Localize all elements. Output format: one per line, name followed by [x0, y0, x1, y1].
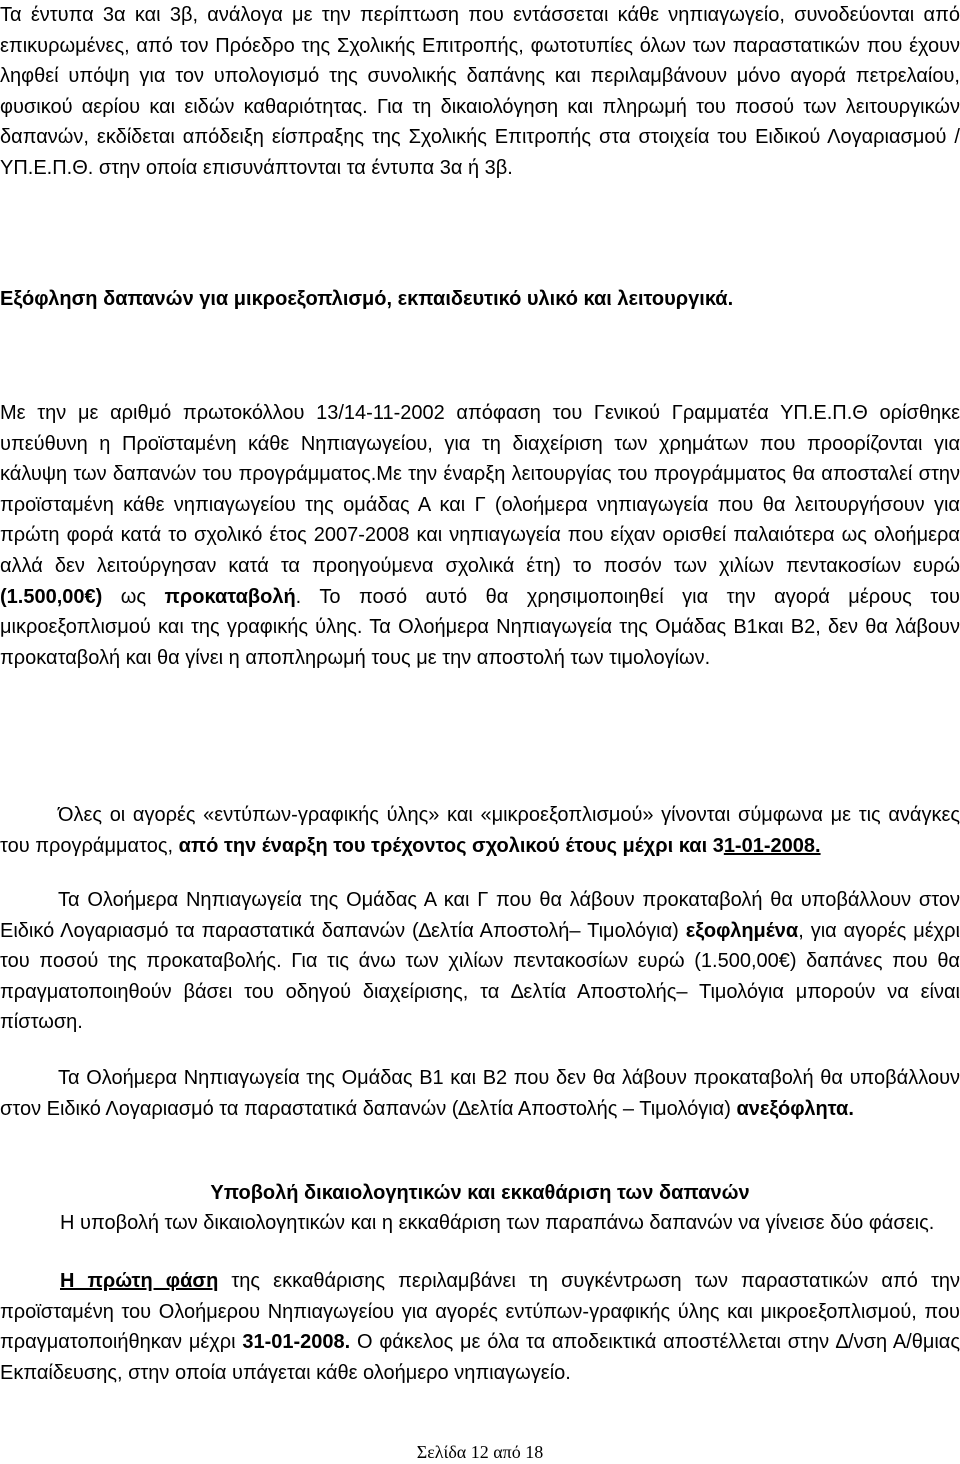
page-number-footer: Σελίδα 12 από 18 [416, 1442, 544, 1462]
text-run: Τα Ολοήμερα Νηπιαγωγεία της Ομάδας Β1 και Β2 που δεν θα λάβουν προκαταβολή θα υποβάλλουν στον Ειδικό Λογαριασμό τα παραστατικά δαπανών (∆ελτία Αποστολής – Τιμολόγια) [0, 1067, 960, 1120]
section-heading-submission: Υποβολή δικαιολογητικών και εκκαθάριση των δαπανών [210, 1182, 750, 1204]
paragraph-first-phase [0, 1266, 960, 1388]
paragraph-secretary-decision [0, 398, 960, 673]
paragraph-purchases [0, 800, 960, 861]
text-run: Ο φάκελος με όλα τα αποδεικτικά αποστέλλεται στην ∆/νση Α/θμιας Εκπαίδευσης, στην οποία υπάγεται κάθε ολοήμερο νηπιαγωγείο. [0, 1331, 960, 1384]
paragraph-groups-a-g [0, 885, 960, 1038]
text-run: Τα Ολοήμερα Νηπιαγωγεία της Ομάδας Α και Γ που θα λάβουν προκαταβολή θα υποβάλλουν στον Ειδικό Λογαριασμό τα παραστατικά δαπανών (∆ελτία Αποστολή– Τιμολόγια) [0, 889, 960, 942]
paragraph-two-phases [0, 1208, 960, 1239]
text-run: , για αγορές μέχρι του ποσού της προκαταβολής. Για τις άνω των χιλίων πεντακοσίων ευρώ (1.500,00€) δαπάνες που θα πραγματοποιηθούν βάσει του οδηγού διαχείρισης, τα ∆ελτία Αποστολής– Τιμολόγια μπορούν να είναι πίστωση. [0, 919, 960, 1034]
paragraph-forms-3a-3b: Τα έντυπα 3α και 3β, ανάλογα με την περίπτωση που εντάσσεται κάθε νηπιαγωγείο, συνοδεύονται από επικυρωμένες, από τον Πρόεδρο της Σχολικής Επιτροπής, φωτοτυπίες όλων των παραστατικών που έχουν ληφθεί υπόψη για τον υπολογισμό της συνολικής δαπάνης και περιλαμβάνουν μόνο αγορά πετρελαίου, φυσικού αερίου και ειδών καθαριότητας. Για τη δικαιολόγηση και πληρωμή του ποσού των λειτουργικών δαπανών, εκδίδεται απόδειξη είσπραξης της Σχολικής Επιτροπής στα στοιχεία του Ειδικού Λογαριασμού / ΥΠ.Ε.Π.Θ. στην οποία επισυνάπτονται τα έντυπα 3α ή 3β. [0, 4, 960, 179]
text-run: ως [102, 585, 165, 608]
date-underlined: 1-01-2008. [723, 834, 821, 857]
text-run: . Το ποσό αυτό θα χρησιμοποιηθεί για την αγορά μέρους του μικροεξοπλισμού και της γραφικής ύλης. Τα Ολοήμερα Νηπιαγωγεία της Ομάδας Β1και Β2, δεν θα λάβουν προκαταβολή και θα γίνει η αποπληρωμή τους με την αποστολή των τιμολογίων. [0, 585, 960, 669]
date-range-bold: από την έναρξη του τρέχοντος σχολικού έτους μέχρι και 3 [178, 834, 724, 857]
text-run: Η υποβολή των δικαιολογητικών και η εκκαθάριση των παραπάνω δαπανών να γίνεισε δύο φάσεις. [60, 1212, 935, 1234]
text-run: Όλες οι αγορές «εντύπων-γραφικής ύλης» και «μικροεξοπλισμού» γίνονται σύμφωνα με τις ανάγκες του προγράμματος, [0, 804, 960, 857]
amount-bold: (1.500,00€) [0, 585, 103, 608]
paid-bold: εξοφλημένα [685, 919, 799, 942]
deadline-bold: 31-01-2008. [242, 1331, 351, 1354]
text-run: Με την με αριθμό πρωτοκόλλου 13/14-11-2002 απόφαση του Γενικού Γραμματέα ΥΠ.Ε.Π.Θ ορίσθηκε υπεύθυνη η Προϊσταμένη κάθε Νηπιαγωγείου, για τη διαχείριση των χρημάτων που προορίζονται για κάλυψη των δαπανών του προγράμματος.Με την έναρξη λειτουργίας του προγράμματος θα αποσταλεί στην προϊσταμένη κάθε νηπιαγωγείου της ομάδας Α και Γ (ολοήμερα νηπιαγωγεία που θα λειτουργήσουν για πρώτη φορά κατά το σχολικό έτος 2007-2008 και νηπιαγωγεία που είχαν ορισθεί παλαιότερα ως ολοήμερα αλλά δεν λειτούργησαν κατά τα προηγούμενα σχολικά έτη) το ποσόν των χιλίων πεντακοσίων ευρώ [0, 402, 960, 577]
section-heading-expenses: Εξόφληση δαπανών για μικροεξοπλισμό, εκπαιδευτικό υλικό και λειτουργικά. [0, 288, 734, 310]
advance-bold: προκαταβολή [164, 585, 296, 608]
first-phase-label: Η πρώτη φάση [60, 1270, 219, 1292]
text-run: της εκκαθάρισης περιλαμβάνει τη συγκέντρωση των παραστατικών από την προϊσταμένη του Ολοήμερου Νηπιαγωγείου για αγορές εντύπων-γραφικής ύλης και μικροεξοπλισμού, που πραγματοποιήθηκαν μέχρι [0, 1270, 960, 1354]
unpaid-bold: ανεξόφλητα. [736, 1097, 854, 1120]
paragraph-groups-b1-b2 [0, 1063, 960, 1124]
